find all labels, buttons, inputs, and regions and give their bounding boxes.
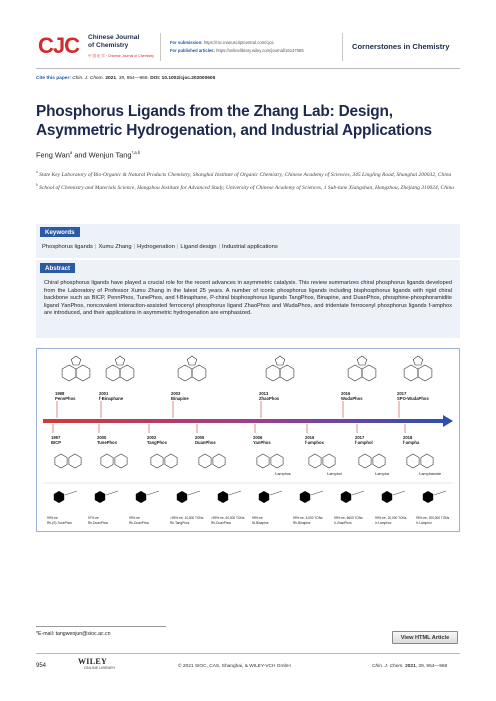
product-ee: 97% ee [88,516,99,520]
milestone-year: 2017 [397,391,407,396]
publisher-sub: ONLINE LIBRARY [84,666,116,670]
affiliation-text: State Key Laboratory of Bio-Organic & Natural Products Chemistry, Shanghai Institute of Organic Chemistry, Chinese Academy of Sciences, 345 Lingling Road, Shanghai 200032, China [39,171,452,178]
ring-sketch [423,491,433,503]
ring-sketch [266,365,280,381]
bond-sketch [229,491,241,495]
bond-sketch [311,491,323,495]
bond-sketch [434,491,446,495]
ligand-variant-label: f-ampha [375,472,389,476]
ring-sketch [95,491,105,503]
product-catalyst: Rh-TangPhos [170,521,190,525]
ring-sketch [418,365,432,381]
milestone-year: 1998 [55,391,65,396]
keywords-panel [36,224,460,258]
author-name[interactable]: Wenjun Tang [88,150,132,160]
product-ee: 99% ee, 5,000 TONs [293,516,323,520]
milestone-year: 2016 [341,391,351,396]
timeline-arrowhead [443,415,453,427]
milestone-year: 2001 [99,391,109,396]
affiliation-text: School of Chemistry and Materials Science, Hangzhou Institute for Advanced Study, University of Chinese Academy of Sciences, 1 Sub-lane Xiangshan, Hangzhou, Zhejiang 310024, China [39,185,455,192]
affiliations [36,168,460,195]
citation-label: Cite this paper: [36,76,71,81]
header-divider [342,33,343,61]
citation-year: 2021 [105,76,117,81]
ring-sketch [323,454,335,468]
product-catalyst: Ir-ZhaoPhos [334,521,352,525]
milestone-ligand-name: f-Binaphane [99,396,124,401]
article-title: Phosphorus Ligands from the Zhang Lab: Design, Asymmetric Hydrogenation, and Industrial Applications [36,103,432,139]
keyword-item[interactable]: Phosphorus ligands [42,244,93,250]
affiliation [36,181,460,192]
timeline-arrow [43,419,445,423]
product-catalyst: Rh-DuanPhos [88,521,109,525]
footer-cite-rest: , 39, 954—968 [415,664,448,669]
author-affil-mark: *,a,b [131,150,141,155]
keyword-list [42,244,278,250]
author-name[interactable]: Feng Wan [36,150,70,160]
citation-pages: 954—968. [126,76,149,81]
citation-volume: 39 [118,76,125,81]
published-link[interactable]: https://onlinelibrary.wiley.com/journal/16147065 [216,48,304,53]
product-catalyst: Rh-Binapine [293,521,311,525]
ring-sketch [257,454,269,468]
page-number: 954 [36,663,47,669]
milestone-ligand-name: WudaPhos [341,396,363,401]
submission-link[interactable]: https://mc.manuscriptcentral.com/cjoc [203,40,274,45]
hydrogenation-products [47,491,450,525]
product-catalyst: Ir-f-amphol [416,521,432,525]
ring-sketch [362,365,376,381]
bottom-ligand-structures [55,454,433,468]
product-catalyst: Ni-Binapine [252,521,269,525]
ring-sketch [69,454,81,468]
ring-sketch [76,365,90,381]
milestone-year: 2005 [195,435,205,440]
corresponding-email[interactable]: *E-mail: tangwenjun@sioc.ac.cn [36,631,111,637]
milestone-ligand-name: BICP [51,440,62,445]
product-catalyst: Rh-(S)-TunePhos [47,521,72,525]
keyword-item[interactable]: Hydrogenation [137,244,175,250]
milestone-year: 2003 [171,391,181,396]
milestone-year: 2017 [355,435,365,440]
submission-label: For submission: [170,40,203,45]
ligand-variant-label: f-amphol [327,472,342,476]
product-ee: >99% ee, 10,000 TONs [170,516,204,520]
keyword-separator: | [94,244,97,250]
product-ee: >99% ee, 60,000 TONs [211,516,245,520]
ring-sketch [136,491,146,503]
citation-line: Cite this paper: Chin. J. Chem. 2021, 39, 954—968. DOI: 10.1002/cjoc.202000605 [36,76,216,81]
footer-citation [372,664,447,669]
ring-sketch [271,454,283,468]
ring-sketch [359,454,371,468]
header-rule [36,68,460,69]
header-divider [160,33,161,61]
milestone-ligand-name: f-ampha [403,440,420,445]
milestone-year: 1997 [51,435,61,440]
keyword-item[interactable]: Industrial applications [222,244,278,250]
copyright: © 2021 SIOC, CAS, Shanghai, & WILEY-VCH GmbH [178,664,291,669]
logo-text: CJC [38,33,80,58]
milestone-ligand-name: PennPhos [55,396,76,401]
bond-sketch [393,491,405,495]
ring-sketch [275,356,285,365]
milestone-year: 2000 [97,435,107,440]
product-ee: 99% ee [252,516,263,520]
bond-sketch [270,491,282,495]
journal-logo[interactable] [36,32,82,62]
citation-doi[interactable]: DOI: 10.1002/cjoc.202000605 [150,76,216,81]
keyword-separator: | [133,244,136,250]
timeline-figure [37,349,459,531]
bond-sketch [147,491,159,495]
bond-sketch [188,491,200,495]
ring-sketch [177,491,187,503]
affiliation [36,168,460,179]
journal-name-line1: Chinese Journal [88,34,140,41]
affiliation-mark: a [36,170,38,174]
ring-sketch [407,454,419,468]
journal-subtitle: 中 国 化 学 · Chinese Journal of Chemistry [88,54,154,58]
milestone-ligand-name: YanPhos [253,440,271,445]
keyword-item[interactable]: Xumu Zhang [98,244,132,250]
keyword-separator: | [218,244,221,250]
ring-sketch [115,356,125,365]
journal-name-line2: of Chemistry [88,41,129,49]
ring-sketch [178,365,192,381]
header-links [170,39,304,55]
milestone-ligand-name: f-amphox [305,440,324,445]
ring-sketch [218,491,228,503]
ring-sketch [309,454,321,468]
ring-sketch [382,491,392,503]
milestone-ligand-name: f-amphol [355,440,373,445]
ring-sketch [280,365,294,381]
author-list [36,150,140,159]
abstract-text: Chiral phosphorus ligands have played a crucial role for the recent advances in asymmetric catalysis. This review summarizes chiral phosphorus ligands developed from the Laboratory of Professor Xumu Zhang in the latest 25 years. A number of iconic phosphorus ligands including bisphosphorus ligands with rigid chiral backbone such as BICP, PennPhos, TunePhos, and f-Binaphane, P-chiral bisphosphorus ligands TangPhos, Binapine, and DuanPhos, phosphine-phosphoramidite ligand YanPhos, noncovalent interaction-assisted ferrocenyl phosphorus ligand ZhaoPhos and WudaPhos, and tridentate ferrocenyl phosphorus ligands f-amphox are introduced, and their applications in asymmetric hydrogenation are emphasized. [44,280,452,317]
journal-header [36,30,460,68]
ring-sketch [199,454,211,468]
journal-name [88,34,148,50]
product-catalyst: Ir-f-amphox [375,521,392,525]
ligand-variant-label: f-amphamide [419,472,442,476]
milestone-year: 2002 [147,435,157,440]
footnote-rule [36,626,166,627]
product-ee: 99% ee, 200,000 TONs [416,516,450,520]
keywords-heading: Keywords [40,227,80,237]
ring-sketch [348,365,362,381]
milestone-year: 2013 [259,391,269,396]
footer-cite-year: 2021 [405,664,416,669]
ring-sketch [55,454,67,468]
abstract-panel [36,260,460,338]
ring-sketch [120,365,134,381]
published-label: For published articles: [170,48,215,53]
ring-sketch [71,356,81,365]
bottom-milestone-labels [51,424,441,476]
ring-sketch [373,454,385,468]
ring-sketch [115,454,127,468]
ring-sketch [151,454,163,468]
milestone-year: 2006 [253,435,263,440]
product-catalyst: Rh-DuanPhos [211,521,232,525]
product-ee: 99% ee, 20,000 TONs [375,516,407,520]
ring-sketch [259,491,269,503]
bond-sketch [106,491,118,495]
ring-sketch [106,365,120,381]
milestone-ligand-name: SPO-WudaPhos [397,396,429,401]
section-title: Cornerstones in Chemistry [352,42,450,51]
ring-sketch [404,365,418,381]
ring-sketch [341,491,351,503]
product-catalyst: Rh-DuanPhos [129,521,150,525]
ligand-variant-label: f-amphos [275,472,291,476]
milestone-year: 2016 [305,435,315,440]
milestone-ligand-name: Binapine [171,396,189,401]
product-ee: 99% ee [47,516,58,520]
ring-sketch [187,356,197,365]
author-join: and [72,150,89,160]
milestone-ligand-name: TunePhos [97,440,117,445]
ring-sketch [421,454,433,468]
ring-sketch [165,454,177,468]
publisher-logo[interactable]: WILEY [78,657,108,666]
footer-cite-journal: Chin. J. Chem. [372,664,404,669]
keyword-item[interactable]: Ligand design [180,244,217,250]
ring-sketch [54,491,64,503]
milestone-ligand-name: TangPhos [147,440,167,445]
author-affil-mark: a [69,150,73,155]
keyword-separator: | [176,244,179,250]
milestone-ligand-name: DuanPhos [195,440,216,445]
ring-sketch [192,365,206,381]
ring-sketch [357,356,367,365]
affiliation-mark: b [36,183,38,188]
citation-journal: Chin. J. Chem. [72,76,104,81]
ring-sketch [300,491,310,503]
top-ligand-structures [62,356,432,381]
abstract-heading: Abstract [40,263,75,273]
milestone-ligand-name: ZhaoPhos [259,396,280,401]
ring-sketch [413,356,423,365]
ring-sketch [62,365,76,381]
milestone-year: 2018 [403,435,413,440]
footer-rule [36,653,460,654]
product-ee: 99% ee, 6600 TONs [334,516,363,520]
bond-sketch [352,491,364,495]
product-ee: 99% ee [129,516,140,520]
ring-sketch [213,454,225,468]
view-html-article-button[interactable]: View HTML Article [392,631,458,644]
bond-sketch [65,491,77,495]
ring-sketch [101,454,113,468]
graphical-abstract [36,348,460,532]
top-milestone-labels [55,391,429,418]
